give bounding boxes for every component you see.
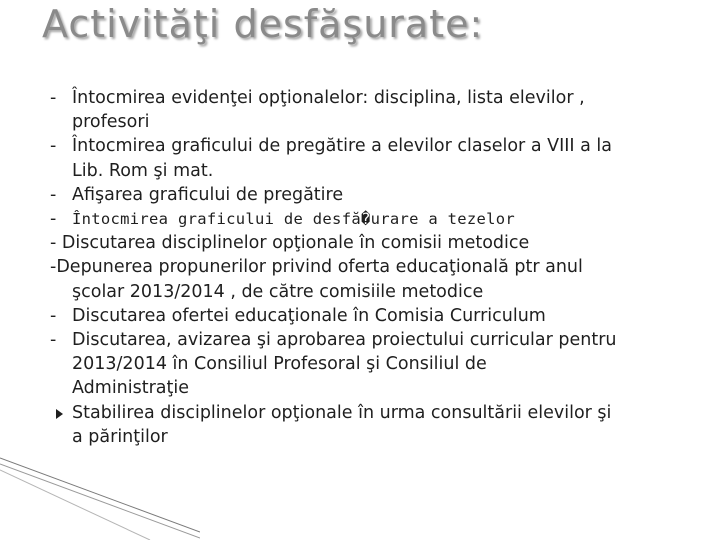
decorative-line: [0, 458, 200, 532]
list-item-line: profesori: [72, 112, 150, 133]
dash-marker: -: [50, 136, 57, 157]
list-item-line: Întocmirea evidenţei opţionalelor: disciplina, lista elevilor ,: [72, 88, 585, 108]
list-item: [50, 304, 690, 328]
list-item-text: [50, 304, 690, 328]
list-item: [50, 183, 690, 207]
slide-title: Activităţi desfăşurate:: [42, 2, 484, 46]
dash-marker: -: [50, 257, 57, 278]
bullet-list: [50, 86, 690, 449]
list-item-text: [50, 183, 690, 207]
list-item-line: Discutarea, avizarea şi aprobarea proiectului curricular pentru: [72, 330, 617, 351]
list-item: [50, 207, 690, 231]
dash-marker: -: [50, 305, 57, 326]
list-item: [50, 134, 690, 182]
dash-marker: -: [50, 184, 57, 205]
dash-marker: -: [50, 209, 57, 230]
list-item-text: [50, 255, 690, 279]
dash-marker: -: [50, 88, 57, 108]
list-item: [50, 255, 690, 303]
dash-marker: -: [50, 233, 57, 254]
list-item-text: [50, 134, 690, 182]
list-item-text: [50, 86, 690, 134]
decorative-corner-lines: [0, 440, 200, 540]
list-item-line: Afişarea graficului de pregătire: [72, 184, 344, 205]
list-item-line: a părinţilor: [72, 426, 168, 447]
arrow-bullet-icon: [56, 409, 63, 419]
list-item-text: [50, 207, 690, 231]
list-item-line: 2013/2014 în Consiliul Profesoral şi Consiliul de: [72, 354, 487, 375]
dash-marker: -: [50, 330, 57, 351]
list-item-line: Discutarea disciplinelor opţionale în comisii metodice: [61, 233, 530, 254]
decorative-line: [0, 464, 200, 538]
list-item: [50, 328, 690, 401]
list-item: [50, 86, 690, 134]
list-item-text: [50, 328, 690, 401]
list-item-line: Discutarea ofertei educaţionale în Comisia Curriculum: [72, 305, 546, 326]
list-item-line: Întocmirea graficului de desfă�urare a tezelor: [72, 210, 516, 229]
list-item-line: Lib. Rom şi mat.: [72, 160, 214, 181]
list-item-line: şcolar 2013/2014 , de către comisiile metodice: [72, 281, 484, 302]
list-item-line: Întocmirea graficului de pregătire a elevilor claselor a VIII a la: [72, 136, 612, 157]
list-item-line: Stabilirea disciplinelor opţionale în urma consultării elevilor şi: [72, 402, 612, 423]
list-item: [50, 231, 690, 255]
list-item-text: [50, 231, 690, 255]
list-item-line: Administraţie: [72, 378, 190, 399]
list-item-line: Depunerea propunerilor privind oferta educaţională ptr anul: [56, 257, 583, 278]
